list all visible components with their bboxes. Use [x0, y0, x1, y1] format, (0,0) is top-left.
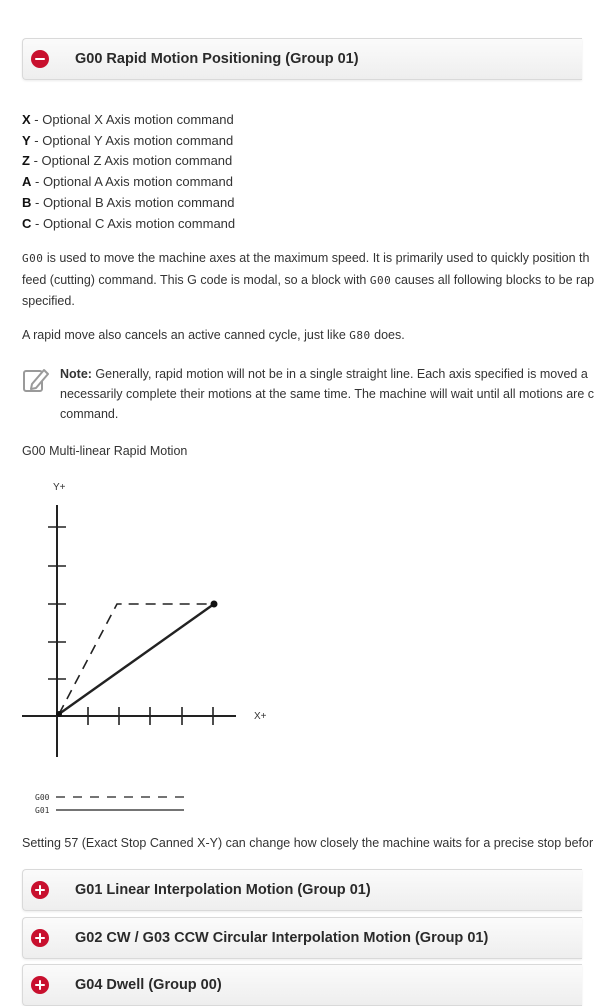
minus-circle-icon[interactable] [31, 50, 49, 68]
plus-circle-icon[interactable] [31, 881, 49, 899]
description-paragraph: G00 is used to move the machine axes at the maximum speed. It is primarily used to quickly position th feed (cutting) command. This G code is modal, so a block with G00 causes all following blocks to be rap specified. [22, 251, 595, 308]
accordion-header-g04[interactable] [22, 964, 582, 1006]
legend-g01-label: G01 [35, 806, 50, 815]
y-axis-label: Y+ [53, 482, 66, 493]
g01-solid-path [59, 604, 214, 714]
note-label: Note: [60, 367, 92, 381]
rapid-cancel-paragraph: A rapid move also cancels an active canned cycle, just like G80 does. [22, 328, 405, 342]
x-axis-label: X+ [254, 711, 267, 722]
param-b: B - Optional B Axis motion command [22, 194, 235, 210]
figure-caption: G00 Multi-linear Rapid Motion [22, 444, 188, 458]
plus-circle-icon[interactable] [31, 929, 49, 947]
param-a: A - Optional A Axis motion command [22, 174, 233, 190]
note-block [22, 364, 595, 428]
accordion-title-g04: G04 Dwell (Group 00) [75, 977, 222, 993]
note-pencil-icon [22, 366, 50, 394]
setting-57-paragraph: Setting 57 (Exact Stop Canned X-Y) can change how closely the machine waits for a precise stop befor [22, 836, 594, 850]
param-x: X - Optional X Axis motion command [22, 112, 234, 127]
rapid-motion-diagram [22, 475, 282, 820]
accordion-header-g00[interactable] [22, 38, 582, 80]
end-point [211, 601, 218, 608]
accordion-title-g01: G01 Linear Interpolation Motion (Group 01) [75, 882, 371, 898]
param-c: C - Optional C Axis motion command [22, 215, 236, 231]
parameter-list [22, 110, 235, 234]
start-point [56, 711, 62, 717]
accordion-title-g00: G00 Rapid Motion Positioning (Group 01) [75, 51, 359, 67]
accordion-header-g02[interactable] [22, 917, 582, 959]
accordion-title-g02: G02 CW / G03 CCW Circular Interpolation Motion (Group 01) [75, 930, 489, 946]
note-text: Note: Generally, rapid motion will not be in a single straight line. Each axis specified is moved a necessarily complete their motions at the same time. The machine will wait until all motions are c command. [60, 367, 595, 421]
legend-g00-label: G00 [35, 793, 50, 802]
param-y: Y - Optional Y Axis motion command [22, 132, 234, 148]
param-z: Z - Optional Z Axis motion command [22, 153, 233, 169]
plus-circle-icon[interactable] [31, 976, 49, 994]
accordion-header-g01[interactable] [22, 869, 582, 911]
